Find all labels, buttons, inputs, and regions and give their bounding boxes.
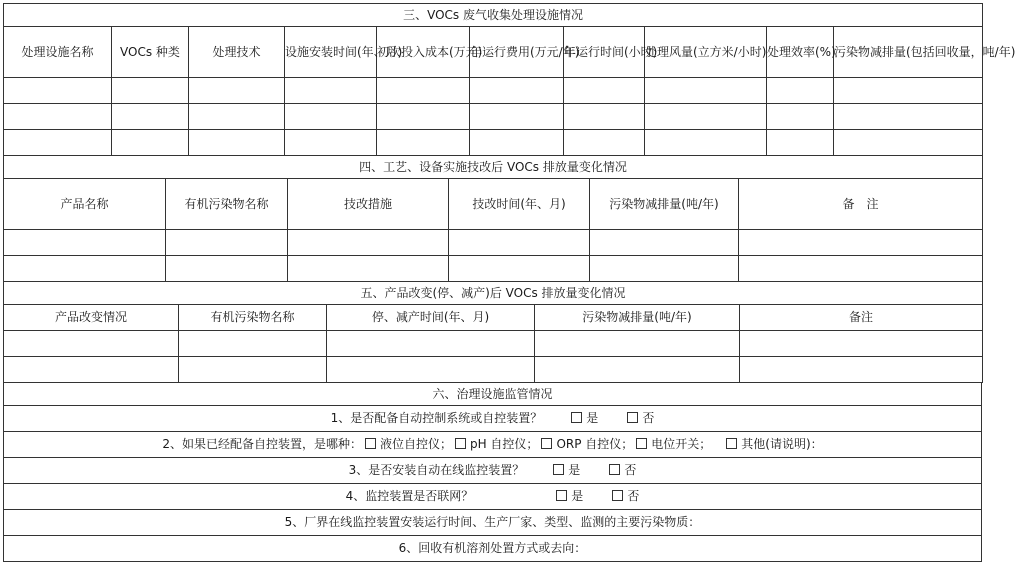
table-cell[interactable] [834,130,983,156]
question-1 [4,406,982,432]
checkbox-orp[interactable] [541,438,552,449]
table-cell[interactable] [327,357,535,383]
question-text: 5、厂界在线监控装置安装运行时间、生产厂家、类型、监测的主要污染物质： [284,515,701,529]
table-cell[interactable] [645,130,767,156]
option-label: 否 [624,463,637,477]
table-cell[interactable] [564,130,645,156]
table-cell[interactable] [767,104,834,130]
option-label: 是 [571,489,584,503]
col-header: 年运行费用(万元/年) [470,27,564,78]
section3-title: 三、VOCs 废气收集处理设施情况 [4,4,983,27]
table-cell[interactable] [470,104,564,130]
checkbox-no[interactable] [609,464,620,475]
table-cell[interactable] [767,130,834,156]
question-text: 2、如果已经配备自控装置，是哪种： [162,437,362,451]
col-header: 停、减产时间(年、月) [327,305,535,331]
table-row [4,130,983,156]
col-header: 备注 [740,305,983,331]
table-cell[interactable] [740,357,983,383]
option-label: 液位自控仪； [379,437,452,451]
table-cell[interactable] [535,357,740,383]
table-cell[interactable] [4,104,112,130]
checkbox-yes[interactable] [553,464,564,475]
table-cell[interactable] [288,256,449,282]
option-label: 是 [568,463,581,477]
section5-table [3,281,983,383]
question-text: 6、回收有机溶剂处置方式或去向： [398,541,587,555]
table-row [4,104,983,130]
question-5[interactable] [4,510,982,536]
checkbox-liquid-level[interactable] [365,438,376,449]
table-row [4,256,983,282]
question-6[interactable] [4,536,982,562]
table-cell[interactable] [449,230,590,256]
col-header: 产品改变情况 [4,305,179,331]
table-cell[interactable] [285,104,377,130]
question-2 [4,432,982,458]
section3-table [3,3,1015,156]
checkbox-other[interactable] [726,438,737,449]
table-row [4,331,983,357]
col-header: VOCs 种类 [112,27,189,78]
col-header: 年运行时间(小时) [564,27,645,78]
col-header: 技改时间(年、月) [449,179,590,230]
table-cell[interactable] [179,357,327,383]
checkbox-no[interactable] [627,412,638,423]
section4-header-row [4,179,983,230]
section3-header-row [4,27,983,78]
col-header: 处理效率(%) [767,27,834,78]
table-cell[interactable] [834,104,983,130]
table-cell[interactable] [4,230,166,256]
table-cell[interactable] [288,230,449,256]
table-cell[interactable] [4,357,179,383]
table-cell[interactable] [4,331,179,357]
question-3 [4,458,982,484]
col-header: 污染物减排量(包括回收量，吨/年) [834,27,983,78]
table-cell[interactable] [166,230,288,256]
option-label: 其他(请说明)： [741,437,823,451]
table-cell[interactable] [112,78,189,104]
checkbox-yes[interactable] [556,490,567,501]
table-cell[interactable] [740,331,983,357]
col-header: 有机污染物名称 [166,179,288,230]
col-header: 产品名称 [4,179,166,230]
table-cell[interactable] [590,230,739,256]
table-cell[interactable] [179,331,327,357]
table-cell[interactable] [535,331,740,357]
table-cell[interactable] [285,78,377,104]
table-cell[interactable] [189,130,285,156]
checkbox-yes[interactable] [571,412,582,423]
col-header: 污染物减排量(吨/年) [590,179,739,230]
table-cell[interactable] [377,104,470,130]
section6-table [3,382,982,562]
table-cell[interactable] [739,230,983,256]
table-cell[interactable] [564,78,645,104]
col-header: 处理风量(立方米/小时) [645,27,767,78]
section5-header-row [4,305,983,331]
col-header: 处理设施名称 [4,27,112,78]
question-text: 3、是否安装自动在线监控装置？ [348,463,525,477]
col-header: 设施安装时间(年、月) [285,27,377,78]
table-row [4,78,983,104]
question-text: 4、监控装置是否联网？ [345,489,474,503]
table-cell[interactable] [189,104,285,130]
col-header: 有机污染物名称 [179,305,327,331]
table-cell[interactable] [739,256,983,282]
table-cell[interactable] [4,78,112,104]
table-cell[interactable] [470,130,564,156]
table-cell[interactable] [112,104,189,130]
table-cell[interactable] [112,130,189,156]
option-label: 是 [586,411,599,425]
col-header: 处理技术 [189,27,285,78]
option-label: 电位开关； [651,437,712,451]
table-cell[interactable] [285,130,377,156]
option-label: ORP 自控仪； [556,437,634,451]
table-cell[interactable] [449,256,590,282]
option-label: 否 [627,489,640,503]
table-cell[interactable] [590,256,739,282]
table-row [4,357,983,383]
col-header: 污染物减排量(吨/年) [535,305,740,331]
col-header: 技改措施 [288,179,449,230]
table-cell[interactable] [4,130,112,156]
option-label: 否 [642,411,655,425]
table-cell[interactable] [377,78,470,104]
checkbox-ph[interactable] [455,438,466,449]
question-4 [4,484,982,510]
table-cell[interactable] [564,104,645,130]
voc-survey-form [3,3,1015,575]
table-cell[interactable] [4,256,166,282]
col-header: 备 注 [739,179,983,230]
option-label: pH 自控仪； [469,437,539,451]
table-cell[interactable] [645,104,767,130]
table-cell[interactable] [470,78,564,104]
checkbox-potential-switch[interactable] [636,438,647,449]
section4-table [3,155,983,282]
table-cell[interactable] [377,130,470,156]
section5-title: 五、产品改变(停、减产)后 VOCs 排放量变化情况 [4,282,983,305]
table-row [4,230,983,256]
table-cell[interactable] [327,331,535,357]
table-cell[interactable] [834,78,983,104]
table-cell[interactable] [767,78,834,104]
checkbox-no[interactable] [612,490,623,501]
section4-title: 四、工艺、设备实施技改后 VOCs 排放量变化情况 [4,156,983,179]
table-cell[interactable] [645,78,767,104]
col-header: 初次投入成本(万元) [377,27,470,78]
table-cell[interactable] [166,256,288,282]
section6-title: 六、治理设施监管情况 [4,383,982,406]
question-text: 1、是否配备自动控制系统或自控装置？ [330,411,543,425]
table-cell[interactable] [189,78,285,104]
